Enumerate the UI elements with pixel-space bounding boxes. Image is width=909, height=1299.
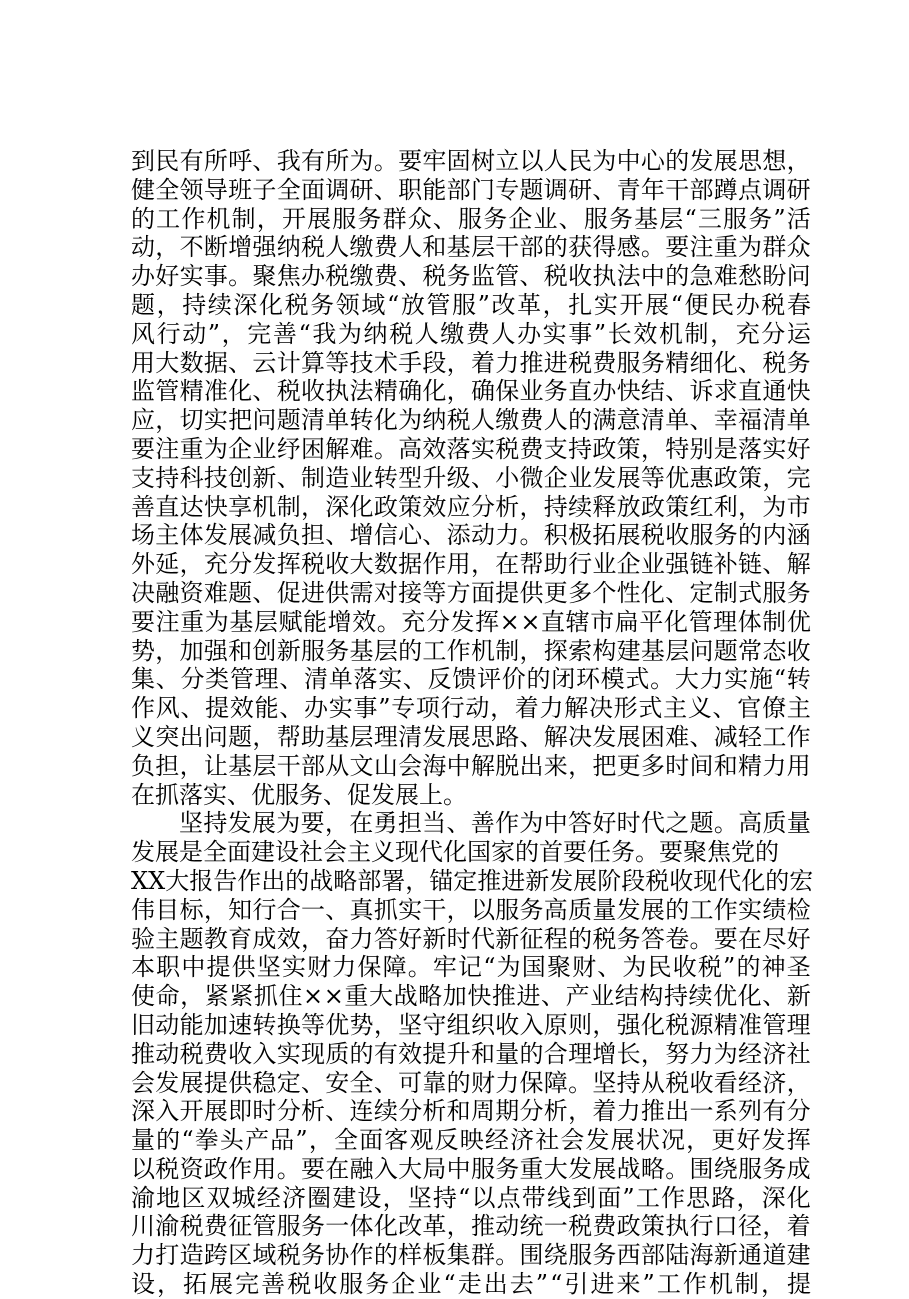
text-line: 集 、 分 类 管 理 、 清 单 落 实 、 反 馈 评 价 的 闭 环 模 式 。 大 力 实 施 “ 转 — [131, 665, 811, 694]
text-line: 义 突 出 问 题 ， 帮 助 基 层 理 清 发 展 思 路 、 解 决 发 展 困 难 、 减 轻 工 作 — [131, 722, 811, 751]
text-line: 要 注 重 为 企 业 纾 困 解 难 。 高 效 落 实 税 费 支 持 政 策 ， 特 别 是 落 实 好 — [131, 434, 811, 463]
text-line: 风 行 动 ” ， 完 善 “ 我 为 纳 税 人 缴 费 人 办 实 事 ” 长 效 机 制 ， 充 分 运 — [131, 319, 811, 348]
text-line: 动 ， 不 断 增 强 纳 税 人 缴 费 人 和 基 层 干 部 的 获 得 感 。 要 注 重 为 群 众 — [131, 233, 811, 262]
text-line: 办 好 实 事 。 聚 焦 办 税 缴 费 、 税 务 监 管 、 税 收 执 法 中 的 急 难 愁 盼 问 — [131, 262, 811, 291]
text-line: 会 发 展 提 供 稳 定 、 安 全 、 可 靠 的 财 力 保 障 。 坚 持 从 税 收 看 经 济 ， — [131, 1068, 811, 1097]
text-line: 到 民 有 所 呼 、 我 有 所 为 。 要 牢 固 树 立 以 人 民 为 中 心 的 发 展 思 想 ， — [131, 147, 811, 175]
text-line: 使 命 ， 紧 紧 抓 住 × × 重 大 战 略 加 快 推 进 、 产 业 结 构 持 续 优 化 、 新 — [131, 982, 811, 1011]
text-line: 渝 地 区 双 城 经 济 圈 建 设 ， 坚 持 “ 以 点 带 线 到 面 ” 工 作 思 路 ， 深 化 — [131, 1183, 811, 1212]
text-line: 发展是全面建设社会主义现代化国家的首要任务。要聚焦党的 — [131, 838, 779, 867]
text-line: X X 大 报 告 作 出 的 战 略 部 署 ， 锚 定 推 进 新 发 展 阶 段 税 收 现 代 化 的 宏 — [131, 866, 814, 895]
text-line: 外 延 ， 充 分 发 挥 税 收 大 数 据 作 用 ， 在 帮 助 行 业 企 业 强 链 补 链 、 解 — [131, 550, 811, 579]
text-line: 旧 动 能 加 速 转 换 等 优 势 ， 坚 守 组 织 收 入 原 则 ， 强 化 税 源 精 准 管 理 — [131, 1010, 811, 1039]
text-line: 的 工 作 机 制 ， 开 展 服 务 群 众 、 服 务 企 业 、 服 务 基 层 “ 三 服 务 ” 活 — [131, 204, 811, 233]
text-line: 以 税 资 政 作 用 。 要 在 融 入 大 局 中 服 务 重 大 发 展 战 略 。 围 绕 服 务 成 — [131, 1154, 811, 1183]
text-line: 量 的 “ 拳 头 产 品 ” ， 全 面 客 观 反 映 经 济 社 会 发 展 状 况 ， 更 好 发 挥 — [131, 1126, 811, 1155]
text-line: 坚 持 发 展 为 要 ， 在 勇 担 当 、 善 作 为 中 答 好 时 代 之 题 。 高 质 量 — [179, 809, 811, 838]
text-line: 伟 目 标 ， 知 行 合 一 、 真 抓 实 干 ， 以 服 务 高 质 量 发 展 的 工 作 实 绩 检 — [131, 895, 811, 924]
text-line: 推 动 税 费 收 入 实 现 质 的 有 效 提 升 和 量 的 合 理 增 长 ， 努 力 为 经 济 社 — [131, 1039, 811, 1068]
text-line: 深 入 开 展 即 时 分 析 、 连 续 分 析 和 周 期 分 析 ， 着 力 推 出 一 系 列 有 分 — [131, 1097, 811, 1126]
text-line: 本 职 中 提 供 坚 实 财 力 保 障 。 牢 记 “ 为 国 聚 财 、 为 民 收 税 ” 的 神 圣 — [131, 953, 811, 982]
text-line: 决 融 资 难 题 、 促 进 供 需 对 接 等 方 面 提 供 更 多 个 性 化 、 定 制 式 服 务 — [131, 578, 811, 607]
text-line: 健 全 领 导 班 子 全 面 调 研 、 职 能 部 门 专 题 调 研 、 青 年 干 部 蹲 点 调 研 — [131, 175, 811, 204]
text-line: 负 担 ， 让 基 层 干 部 从 文 山 会 海 中 解 脱 出 来 ， 把 更 多 时 间 和 精 力 用 — [131, 751, 811, 780]
text-line: 用 大 数 据 、 云 计 算 等 技 术 手 段 ， 着 力 推 进 税 费 服 务 精 细 化 、 税 务 — [131, 348, 811, 377]
text-line: 场 主 体 发 展 减 负 担 、 增 信 心 、 添 动 力 。 积 极 拓 展 税 收 服 务 的 内 涵 — [131, 521, 811, 550]
text-line: 作 风 、 提 效 能 、 办 实 事 ” 专 项 行 动 ， 着 力 解 决 形 式 主 义 、 官 僚 主 — [131, 694, 811, 723]
text-line: 题 ， 持 续 深 化 税 务 领 域 “ 放 管 服 ” 改 革 ， 扎 实 开 展 “ 便 民 办 税 春 — [131, 290, 811, 319]
text-line: 川 渝 税 费 征 管 服 务 一 体 化 改 革 ， 推 动 统 一 税 费 政 策 执 行 口 径 ， 着 — [131, 1212, 811, 1241]
text-line: 监 管 精 准 化 、 税 收 执 法 精 确 化 ， 确 保 业 务 直 办 快 结 、 诉 求 直 通 快 — [131, 377, 811, 406]
text-line: 力 打 造 跨 区 域 税 务 协 作 的 样 板 集 群 。 围 绕 服 务 西 部 陆 海 新 通 道 建 — [131, 1241, 811, 1270]
text-line: 善 直 达 快 享 机 制 ， 深 化 政 策 效 应 分 析 ， 持 续 释 放 政 策 红 利 ， 为 市 — [131, 492, 811, 521]
text-line: 支 持 科 技 创 新 、 制 造 业 转 型 升 级 、 小 微 企 业 发 展 等 优 惠 政 策 ， 完 — [131, 463, 811, 492]
text-line: 要 注 重 为 基 层 赋 能 增 效 。 充 分 发 挥 × × 直 辖 市 扁 平 化 管 理 体 制 优 — [131, 607, 811, 636]
text-line: 验 主 题 教 育 成 效 ， 奋 力 答 好 新 时 代 新 征 程 的 税 务 答 卷 。 要 在 尽 好 — [131, 924, 811, 953]
text-line: 应 ， 切 实 把 问 题 清 单 转 化 为 纳 税 人 缴 费 人 的 满 意 清 单 、 幸 福 清 单 — [131, 406, 811, 435]
text-line: 设 ， 拓 展 完 善 税 收 服 务 企 业 “ 走 出 去 ” “ 引 进 来 ” 工 作 机 制 ， 提 — [131, 1270, 811, 1299]
text-line: 势 ， 加 强 和 创 新 服 务 基 层 的 工 作 机 制 ， 探 索 构 建 基 层 问 题 常 态 收 — [131, 636, 811, 665]
document-body — [131, 147, 814, 1299]
text-line: 在抓落实、优服务、促发展上。 — [131, 780, 467, 809]
